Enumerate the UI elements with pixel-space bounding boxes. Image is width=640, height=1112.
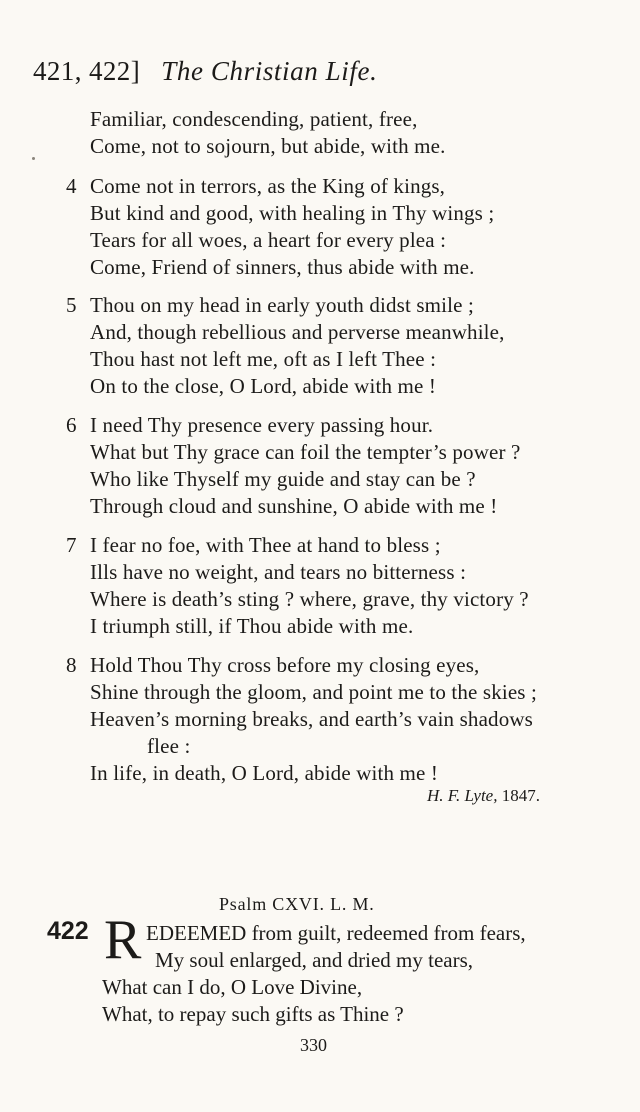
verse-line: Thou on my head in early youth didst smile ; [90,293,474,317]
verse-line: Through cloud and sunshine, O abide with me ! [90,494,498,518]
verse-line: On to the close, O Lord, abide with me ! [90,374,436,398]
verse-number: 6 [66,413,77,437]
verse-line: But kind and good, with healing in Thy wings ; [90,201,495,225]
hymn-heading: Psalm CXVI. L. M. [219,894,375,914]
opening-line-1: Familiar, condescending, patient, free, [90,107,418,131]
page-speck [32,157,35,160]
verse-line: I need Thy presence every passing hour. [90,413,434,437]
verse-number: 7 [66,533,77,557]
verse-line: Thou hast not left me, oft as I left Thee : [90,347,437,371]
verse-number: 4 [66,174,77,198]
hymn-line: What, to repay such gifts as Thine ? [102,1002,404,1026]
header-title: The Christian Life. [161,56,378,86]
author-name: H. F. Lyte, [427,786,498,805]
verse-number: 5 [66,293,77,317]
verse-line: Hold Thou Thy cross before my closing eyes, [90,653,480,677]
verse-line: Who like Thyself my guide and stay can be ? [90,467,476,491]
verse-line-turnover: flee : [147,734,191,758]
hymn-line: What can I do, O Love Divine, [102,975,363,999]
verse-line: Come, Friend of sinners, thus abide with me. [90,255,475,279]
verse-line: Where is death’s sting ? where, grave, thy victory ? [90,587,529,611]
author-attribution [427,786,540,806]
verse-line: Shine through the gloom, and point me to the skies ; [90,680,538,704]
opening-line-2: Come, not to sojourn, but abide, with me. [90,134,446,158]
page-number: 330 [300,1035,327,1055]
verse-line: And, though rebellious and perverse meanwhile, [90,320,505,344]
author-year: 1847. [501,786,540,805]
verse-line: Tears for all woes, a heart for every plea : [90,228,447,252]
verse-line: Heaven’s morning breaks, and earth’s vain shadows [90,707,533,731]
verse-number: 8 [66,653,77,677]
header-page-ref: 421, 422] [33,56,141,86]
hymn-number: 422 [47,917,89,945]
verse-line: Ills have no weight, and tears no bitterness : [90,560,467,584]
running-header [33,56,377,87]
verse-line: What but Thy grace can foil the tempter’s power ? [90,440,521,464]
verse-line: I fear no foe, with Thee at hand to bless ; [90,533,441,557]
hymn-line: My soul enlarged, and dried my tears, [155,948,474,972]
drop-cap: R [104,909,142,971]
verse-line: In life, in death, O Lord, abide with me ! [90,761,439,785]
verse-line: I triumph still, if Thou abide with me. [90,614,414,638]
verse-line: Come not in terrors, as the King of kings, [90,174,446,198]
hymn-line: EDEEMED from guilt, redeemed from fears, [146,921,526,945]
